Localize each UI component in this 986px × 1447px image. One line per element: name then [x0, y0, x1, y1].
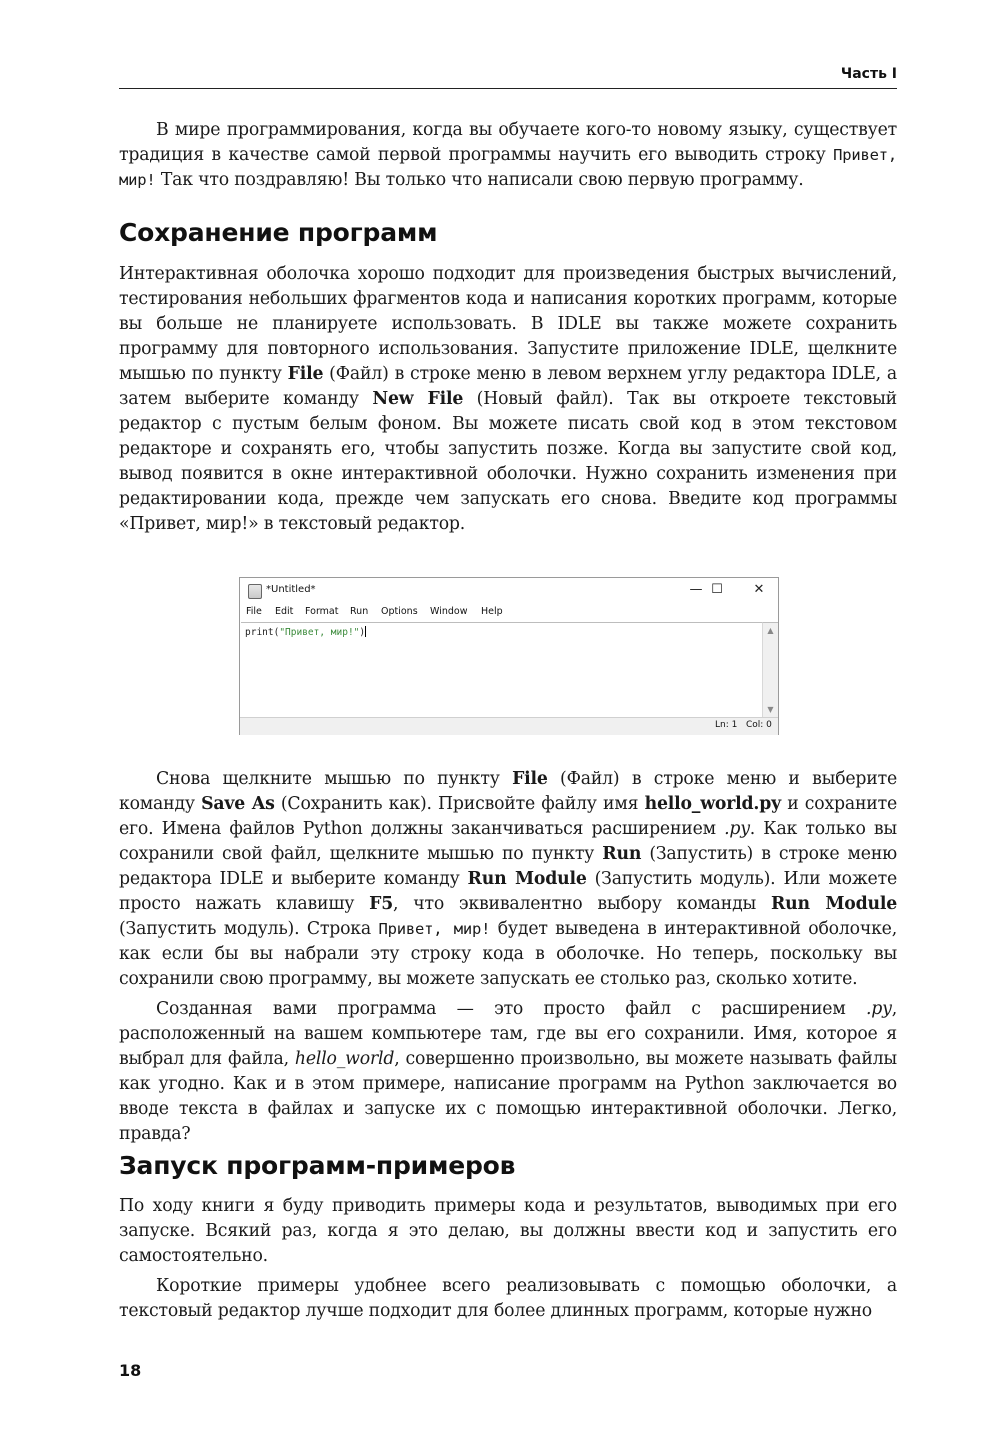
- section1-body: [119, 262, 897, 537]
- s1-text-a: Интерактивная оболочка хорошо подходит для произведения быстрых вычислений, тестирования небольших фрагментов кода и написания коротких программ, которые вы больше не планируете использовать. В IDLE вы также можете сохранить программу для повторного использования. Запустите приложение IDLE, щелкните мышью по пункту: [119, 264, 897, 384]
- program-file-paragraph: [119, 997, 897, 1147]
- title-bar[interactable]: [240, 578, 778, 604]
- italic-ext-2: .py: [865, 999, 892, 1019]
- scroll-down-icon[interactable]: ▼: [767, 705, 774, 714]
- p2-text-f: (Запустить) в строке меню редактора IDLE и выберите команду: [119, 844, 897, 889]
- p2-text-g: (Запустить модуль). Или можете просто нажать клавишу: [119, 869, 897, 914]
- running-head: [119, 60, 897, 89]
- vertical-scrollbar[interactable]: [762, 622, 778, 717]
- p2-text-b: (Файл) в строке меню и выберите команду: [119, 769, 897, 814]
- intro-text-a: В мире программирования, когда вы обучаете кого-то новому языку, существует традиция в качестве самой первой программы научить его выводить строку: [119, 120, 897, 165]
- text-caret: [365, 626, 366, 637]
- examples-paragraph-2: Короткие примеры удобнее всего реализовывать с помощью оболочки, а текстовый редактор лучше подходит для более длинных программ, которые нужно: [119, 1276, 897, 1321]
- p2-text-c: (Сохранить как). Присвойте файлу имя: [274, 794, 645, 814]
- inline-code-2: Привет, мир!: [378, 920, 491, 938]
- intro-text-b: Так что поздравляю! Вы только что написали свою первую программу.: [155, 170, 804, 190]
- scroll-up-icon[interactable]: ▲: [767, 626, 774, 635]
- p3-text-b: , расположенный на вашем компьютере там, где вы его сохранили. Имя, которое я выбрал для файла,: [119, 999, 897, 1069]
- section1-continued: [119, 767, 897, 1147]
- p2-text-i: (Запустить модуль). Строка: [119, 919, 379, 939]
- menu-file[interactable]: File: [246, 606, 262, 617]
- status-bar: [240, 717, 778, 735]
- window-title: *Untitled*: [266, 584, 316, 595]
- section1-paragraph: [119, 262, 897, 537]
- menu-window[interactable]: Window: [430, 606, 468, 617]
- examples-paragraph-1: По ходу книги я буду приводить примеры кода и результатов, выводимых при его запуске. Всякий раз, когда я это делаю, вы должны ввести код и запустить его самостоятельно.: [119, 1196, 897, 1266]
- code-editor[interactable]: [241, 622, 762, 717]
- save-run-paragraph: [119, 767, 897, 992]
- bold-f5: F5: [369, 894, 394, 914]
- p2-text-h: , что эквивалентно выбору команды: [393, 894, 772, 914]
- p2-text-e: . Как только вы сохранили свой файл, щелкните мышью по пункту: [119, 819, 897, 864]
- menu-format[interactable]: Format: [305, 606, 339, 617]
- section-heading-examples: Запуск программ-примеров: [119, 1151, 516, 1180]
- status-column: Col: 0: [746, 720, 772, 730]
- page-number: 18: [119, 1361, 142, 1380]
- intro-paragraph: [119, 118, 897, 193]
- s1-text-b: (Файл) в строке меню в левом верхнем углу редактора IDLE, а затем выберите команду: [119, 364, 897, 409]
- bold-filename: hello_world.py: [644, 794, 781, 814]
- bold-file: File: [287, 364, 324, 384]
- p3-text-a: Созданная вами программа — это просто файл с расширением: [156, 999, 866, 1019]
- p2-text-a: Снова щелкните мышью по пункту: [156, 769, 513, 789]
- p2-text-j: будет выведена в интерактивной оболочке, как если бы вы набрали эту строку кода в оболочке. Но теперь, поскольку вы сохранили свою программу, вы можете запускать ее столько раз, сколько хотите.: [119, 919, 898, 989]
- menu-options[interactable]: Options: [381, 606, 418, 617]
- status-line: Ln: 1: [715, 720, 738, 730]
- p2-text-d: и сохраните его. Имена файлов Python должны заканчиваться расширением: [119, 794, 898, 839]
- code-line: [245, 626, 366, 638]
- italic-ext: .py: [724, 819, 750, 839]
- minimize-icon[interactable]: —: [689, 582, 703, 597]
- menu-bar: [240, 605, 778, 621]
- s1-text-c: (Новый файл). Так вы откроете текстовый редактор с пустым белым фоном. Вы можете писать свой код в этом текстовом редакторе и сохранять его, чтобы запустить позже. Когда вы запустите свой код, вывод появится в окне интерактивной оболочки. Нужно сохранить изменения при редактировании кода, прежде чем запускать его снова. Введите код программы «Привет, мир!» в текстовый редактор.: [119, 389, 897, 534]
- menu-run[interactable]: Run: [350, 606, 369, 617]
- bold-run-module-2: Run Module: [771, 894, 898, 914]
- code-function: print(: [245, 627, 280, 638]
- code-paren: ): [359, 627, 366, 638]
- inline-code: Привет, мир!: [119, 146, 897, 189]
- idle-app-icon: [248, 584, 262, 599]
- bold-new-file: New File: [372, 389, 464, 409]
- intro-paragraph-block: [119, 118, 897, 193]
- italic-name: hello_world: [294, 1049, 395, 1069]
- close-icon[interactable]: ✕: [753, 582, 765, 597]
- bold-run: Run: [602, 844, 642, 864]
- section-heading-saving: Сохранение программ: [119, 218, 438, 247]
- bold-file-2: File: [512, 769, 548, 789]
- idle-editor-window: [239, 577, 779, 735]
- menu-help[interactable]: Help: [481, 606, 503, 617]
- section2-body: [119, 1194, 897, 1324]
- code-string: "Привет, мир!": [279, 627, 360, 638]
- p3-text-c: , совершенно произвольно, вы можете называть файлы как угодно. Как и в этом примере, написание программ на Python заключается во вводе текста в файлах и запуске их с помощью интерактивной оболочки. Легко, правда?: [119, 1049, 897, 1144]
- bold-run-module: Run Module: [467, 869, 587, 889]
- maximize-icon[interactable]: ☐: [711, 582, 723, 597]
- menu-edit[interactable]: Edit: [275, 606, 294, 617]
- bold-save-as: Save As: [201, 794, 275, 814]
- part-label: Часть I: [840, 66, 897, 82]
